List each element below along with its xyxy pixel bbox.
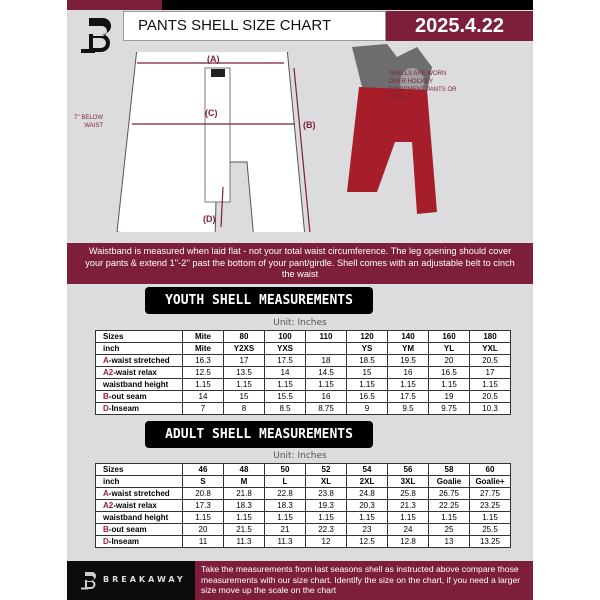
table-cell: 12.5 <box>183 367 224 379</box>
table-cell: 22.8 <box>265 488 306 500</box>
table-cell: 9 <box>347 403 388 415</box>
table-cell: 13 <box>429 536 470 548</box>
label-c: (C) <box>205 108 218 118</box>
measurement-code: A <box>103 355 109 365</box>
table-cell: L <box>265 476 306 488</box>
table-cell: 50 <box>265 464 306 476</box>
table-cell: 19 <box>429 391 470 403</box>
row-label <box>96 500 183 512</box>
youth-unit-label: Unit: Inches <box>273 318 327 328</box>
table-cell: 1.15 <box>224 379 265 391</box>
table-cell: YS <box>347 343 388 355</box>
measurement-code: B <box>103 524 109 534</box>
table-cell: 56 <box>388 464 429 476</box>
table-cell: 1.15 <box>265 512 306 524</box>
measurement-name: Sizes <box>103 331 124 341</box>
table-cell: 1.15 <box>347 379 388 391</box>
table-cell: 160 <box>429 331 470 343</box>
table-cell: 1.15 <box>183 512 224 524</box>
table-cell: 17 <box>224 355 265 367</box>
table-cell: 15 <box>224 391 265 403</box>
row-label <box>96 524 183 536</box>
label-d: (D) <box>203 214 216 224</box>
table-cell: 1.15 <box>470 379 511 391</box>
measurement-name: -waist relax <box>113 500 157 510</box>
table-cell: 2XL <box>347 476 388 488</box>
table-cell: M <box>224 476 265 488</box>
table-cell: 16.3 <box>183 355 224 367</box>
table-cell: 21.8 <box>224 488 265 500</box>
table-cell: 16.5 <box>429 367 470 379</box>
table-cell: 12.8 <box>388 536 429 548</box>
table-cell: 1.15 <box>224 512 265 524</box>
table-cell: 54 <box>347 464 388 476</box>
measurement-code: D <box>103 403 109 413</box>
measurement-code: B <box>103 391 109 401</box>
table-cell: 180 <box>470 331 511 343</box>
table-cell: 18.3 <box>265 500 306 512</box>
table-cell: 23.8 <box>306 488 347 500</box>
row-label <box>96 512 183 524</box>
measurement-code: A2 <box>103 367 114 377</box>
table-cell: 1.15 <box>265 379 306 391</box>
pants-diagram <box>87 52 347 232</box>
table-cell: 14 <box>265 367 306 379</box>
table-cell: 100 <box>265 331 306 343</box>
table-row <box>96 500 511 512</box>
row-label <box>96 355 183 367</box>
table-cell: 10.3 <box>470 403 511 415</box>
table-cell: 46 <box>183 464 224 476</box>
table-cell: YM <box>388 343 429 355</box>
table-cell: 12.5 <box>347 536 388 548</box>
table-cell: 1.15 <box>470 512 511 524</box>
table-cell: Mite <box>183 331 224 343</box>
instructions-banner: Waistband is measured when laid flat - not your total waist circumference. The leg opening should cover your pants & extend 1''-2'' past the bottom of your pant/girdle. Shell comes with an adjustable belt to cinch the waist <box>67 243 533 284</box>
table-cell: 20.5 <box>470 355 511 367</box>
measurement-name: -waist relax <box>113 367 157 377</box>
table-cell: 20.8 <box>183 488 224 500</box>
table-cell: 20.3 <box>347 500 388 512</box>
table-cell: 8.75 <box>306 403 347 415</box>
table-cell: YXL <box>470 343 511 355</box>
table-row <box>96 464 511 476</box>
measurement-name: inch <box>103 476 120 486</box>
table-cell: 22.3 <box>306 524 347 536</box>
table-row <box>96 367 511 379</box>
table-cell: 22.25 <box>429 500 470 512</box>
table-cell: 20 <box>183 524 224 536</box>
table-cell: 14 <box>183 391 224 403</box>
page-title: PANTS SHELL SIZE CHART <box>123 11 386 41</box>
label-a: (A) <box>207 54 220 64</box>
table-cell: 25.8 <box>388 488 429 500</box>
table-cell: 58 <box>429 464 470 476</box>
breakaway-logo <box>81 16 117 56</box>
table-row <box>96 343 511 355</box>
row-label <box>96 476 183 488</box>
table-cell: 20.5 <box>470 391 511 403</box>
table-cell: 1.15 <box>429 379 470 391</box>
table-cell: 18.3 <box>224 500 265 512</box>
table-cell: 18.5 <box>347 355 388 367</box>
measurement-name: -waist stretched <box>108 355 170 365</box>
table-cell: 16 <box>388 367 429 379</box>
table-cell: 27.75 <box>470 488 511 500</box>
table-cell: 21 <box>265 524 306 536</box>
table-row <box>96 512 511 524</box>
table-cell: 19.5 <box>388 355 429 367</box>
size-chart-page <box>67 0 533 600</box>
table-cell: 11.3 <box>265 536 306 548</box>
table-cell: 17.5 <box>265 355 306 367</box>
footer-brand-name: BREAKAWAY <box>103 575 186 584</box>
table-cell <box>306 343 347 355</box>
row-label <box>96 536 183 548</box>
table-cell: 1.15 <box>306 512 347 524</box>
table-cell: 110 <box>306 331 347 343</box>
table-cell: 25.5 <box>470 524 511 536</box>
table-cell: 21.5 <box>224 524 265 536</box>
table-row <box>96 331 511 343</box>
table-cell: 1.15 <box>347 512 388 524</box>
table-cell: 13.5 <box>224 367 265 379</box>
table-cell: XL <box>306 476 347 488</box>
table-cell: 9.75 <box>429 403 470 415</box>
measurement-name: Sizes <box>103 464 124 474</box>
table-cell: 9.5 <box>388 403 429 415</box>
table-cell: 19.3 <box>306 500 347 512</box>
table-cell: 21.3 <box>388 500 429 512</box>
chart-date: 2025.4.22 <box>386 11 533 41</box>
youth-section-title: YOUTH SHELL MEASUREMENTS <box>145 287 373 314</box>
row-label <box>96 331 183 343</box>
table-cell: 24.8 <box>347 488 388 500</box>
label-b: (B) <box>303 120 316 130</box>
table-cell: 17.3 <box>183 500 224 512</box>
row-label <box>96 403 183 415</box>
row-label <box>96 391 183 403</box>
adult-unit-label: Unit: Inches <box>273 451 327 461</box>
adult-section-title: ADULT SHELL MEASUREMENTS <box>145 421 373 448</box>
table-cell: Y2XS <box>224 343 265 355</box>
shell-note: SHELLS ARE WORN OVER HOCKEY EQUIPMENT PANTS OR GIRDLE <box>389 71 457 101</box>
row-label <box>96 464 183 476</box>
measurement-name: waistband height <box>103 379 169 389</box>
table-cell: 11 <box>183 536 224 548</box>
table-cell: 23.25 <box>470 500 511 512</box>
row-label <box>96 367 183 379</box>
measurement-name: -out seam <box>108 524 147 534</box>
table-row <box>96 476 511 488</box>
table-row <box>96 379 511 391</box>
row-label <box>96 488 183 500</box>
table-cell: 1.15 <box>388 379 429 391</box>
table-cell: Mite <box>183 343 224 355</box>
table-cell: 16.5 <box>347 391 388 403</box>
table-row <box>96 403 511 415</box>
top-bar-accent <box>67 0 162 10</box>
measurement-code: A <box>103 488 109 498</box>
measurement-name: -Inseam <box>108 536 140 546</box>
table-cell: 20 <box>429 355 470 367</box>
table-cell: Goalie <box>429 476 470 488</box>
adult-size-table <box>95 463 511 548</box>
measurement-name: -Inseam <box>108 403 140 413</box>
table-cell: YL <box>429 343 470 355</box>
measurement-name: inch <box>103 343 120 353</box>
table-cell: 17 <box>470 367 511 379</box>
table-cell: 11.3 <box>224 536 265 548</box>
table-cell: S <box>183 476 224 488</box>
table-row <box>96 391 511 403</box>
table-cell: 1.15 <box>306 379 347 391</box>
footer-instructions: Take the measurements from last seasons shell as instructed above compare those measurements with our size chart. Identify the size on the chart, if you need a larger size move up the scale on the chart <box>195 561 533 600</box>
youth-size-table <box>95 330 511 415</box>
table-cell: 12 <box>306 536 347 548</box>
table-cell: 140 <box>388 331 429 343</box>
table-cell: 7 <box>183 403 224 415</box>
table-cell: 48 <box>224 464 265 476</box>
table-cell: 14.5 <box>306 367 347 379</box>
measurement-code: A2 <box>103 500 114 510</box>
table-cell: 16 <box>306 391 347 403</box>
table-cell: 24 <box>388 524 429 536</box>
table-cell: 15 <box>347 367 388 379</box>
table-cell: 25 <box>429 524 470 536</box>
below-waist-note: 7'' BELOW WAIST <box>74 115 103 129</box>
table-row <box>96 488 511 500</box>
measurement-code: D <box>103 536 109 546</box>
table-cell: YXS <box>265 343 306 355</box>
table-cell: 120 <box>347 331 388 343</box>
top-bar <box>162 0 533 10</box>
table-cell: 8.5 <box>265 403 306 415</box>
measurement-name: -waist stretched <box>108 488 170 498</box>
table-cell: 8 <box>224 403 265 415</box>
row-label <box>96 343 183 355</box>
table-cell: 17.5 <box>388 391 429 403</box>
table-cell: 1.15 <box>388 512 429 524</box>
table-cell: 60 <box>470 464 511 476</box>
table-cell: 3XL <box>388 476 429 488</box>
table-row <box>96 536 511 548</box>
table-row <box>96 355 511 367</box>
table-cell: 1.15 <box>183 379 224 391</box>
measurement-name: -out seam <box>108 391 147 401</box>
table-cell: 80 <box>224 331 265 343</box>
row-label <box>96 379 183 391</box>
table-cell: 1.15 <box>429 512 470 524</box>
table-cell: 15.5 <box>265 391 306 403</box>
table-cell: 18 <box>306 355 347 367</box>
table-cell: 26.75 <box>429 488 470 500</box>
measurement-name: waistband height <box>103 512 169 522</box>
table-cell: 13.25 <box>470 536 511 548</box>
table-row <box>96 524 511 536</box>
breakaway-footer-logo <box>81 570 99 592</box>
table-cell: 52 <box>306 464 347 476</box>
table-cell: Goalie+ <box>470 476 511 488</box>
table-cell: 23 <box>347 524 388 536</box>
